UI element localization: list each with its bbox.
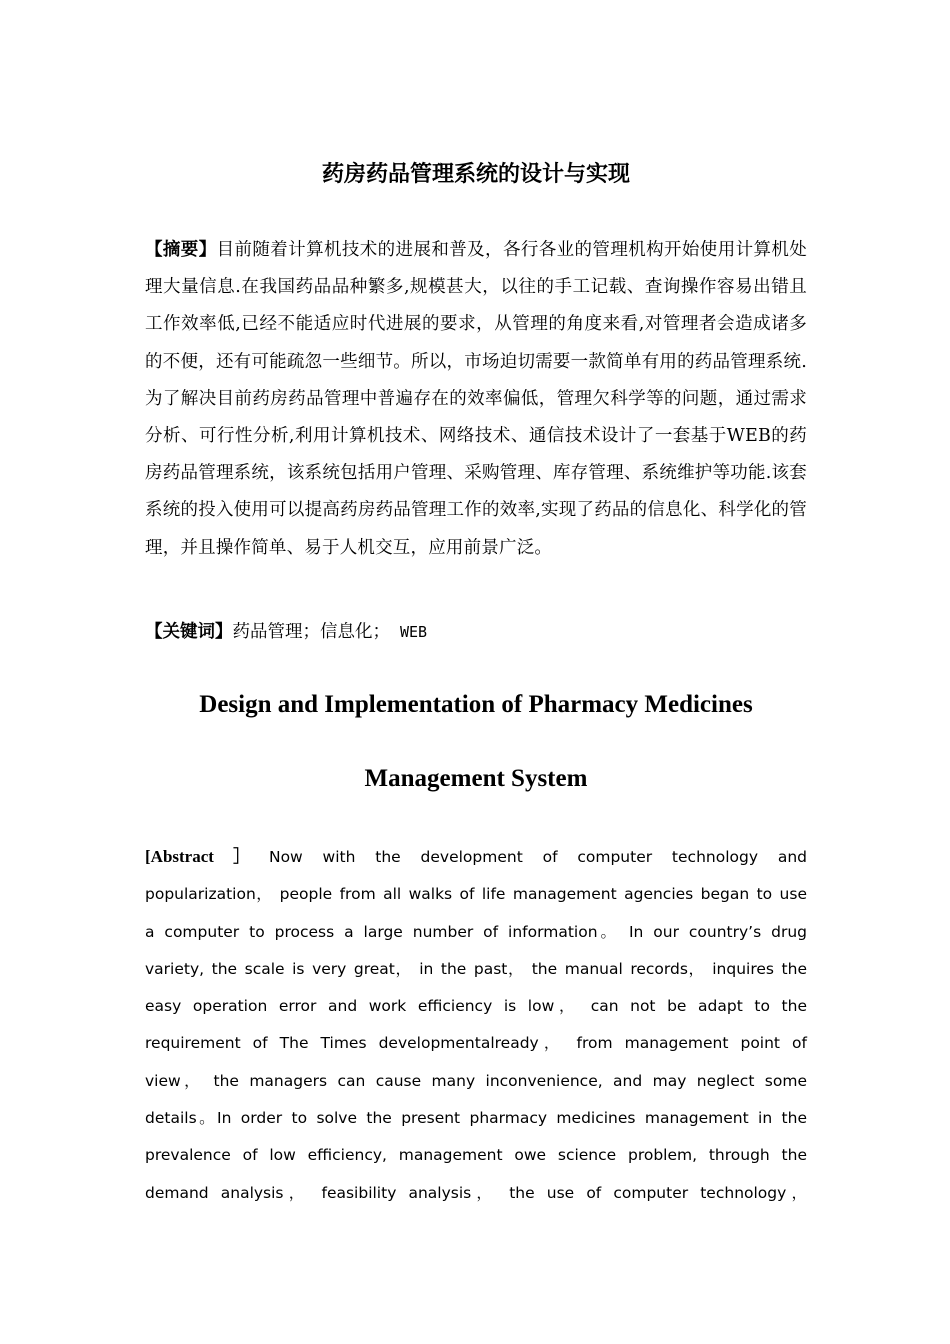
- english-abstract: [145, 838, 807, 1212]
- chinese-keywords-web: WEB: [400, 623, 428, 641]
- chinese-title: 药房药品管理系统的设计与实现: [321, 162, 630, 187]
- english-abstract-text: Now with the development of computer technology and popularization， people from all walks of life management agencies began to use a computer to process a large number of information。 In our country’s drug variety, the scale is very great， in the past， the manual records， inquires the easy operation error and work efficiency is low， can not be adapt to the requirement of The Times developmentalready， from management point of view， the managers can cause many inconvenience, and may neglect some details。In order to solve the present pharmacy medicines management in the prevalence of low efficiency, management owe science problem, through the demand analysis， feasibility analysis， the use of computer technology，: [145, 848, 807, 1202]
- chinese-abstract: [145, 232, 807, 567]
- english-abstract-label: [Abstract ］: [145, 847, 263, 866]
- chinese-abstract-text: 目前随着计算机技术的进展和普及，各行各业的管理机构开始使用计算机处理大量信息.在我国药品品种繁多,规模甚大，以往的手工记载、查询操作容易出错且工作效率低,已经不能适应时代进展的要求，从管理的角度来看,对管理者会造成诸多的不便，还有可能疏忽一些细节。所以，市场迫切需要一款简单有用的药品管理系统.为了解决目前药房药品管理中普遍存在的效率偏低，管理欠科学等的问题，通过需求分析、可行性分析,利用计算机技术、网络技术、通信技术设计了一套基于WEB的药房药品管理系统，该系统包括用户管理、采购管理、库存管理、系统维护等功能.该套系统的投入使用可以提高药房药品管理工作的效率,实现了药品的信息化、科学化的管理，并且操作简单、易于人机交互，应用前景广泛。: [145, 240, 807, 558]
- chinese-abstract-label: 【摘要】: [145, 240, 217, 260]
- chinese-keywords-label: 【关键词】: [145, 622, 233, 642]
- chinese-keywords-text: 药品管理；信息化；: [232, 622, 390, 642]
- chinese-keywords: [145, 614, 807, 650]
- english-title-line-1: Design and Implementation of Pharmacy Medicines: [199, 691, 753, 718]
- english-title-line-2: Management System: [364, 765, 588, 792]
